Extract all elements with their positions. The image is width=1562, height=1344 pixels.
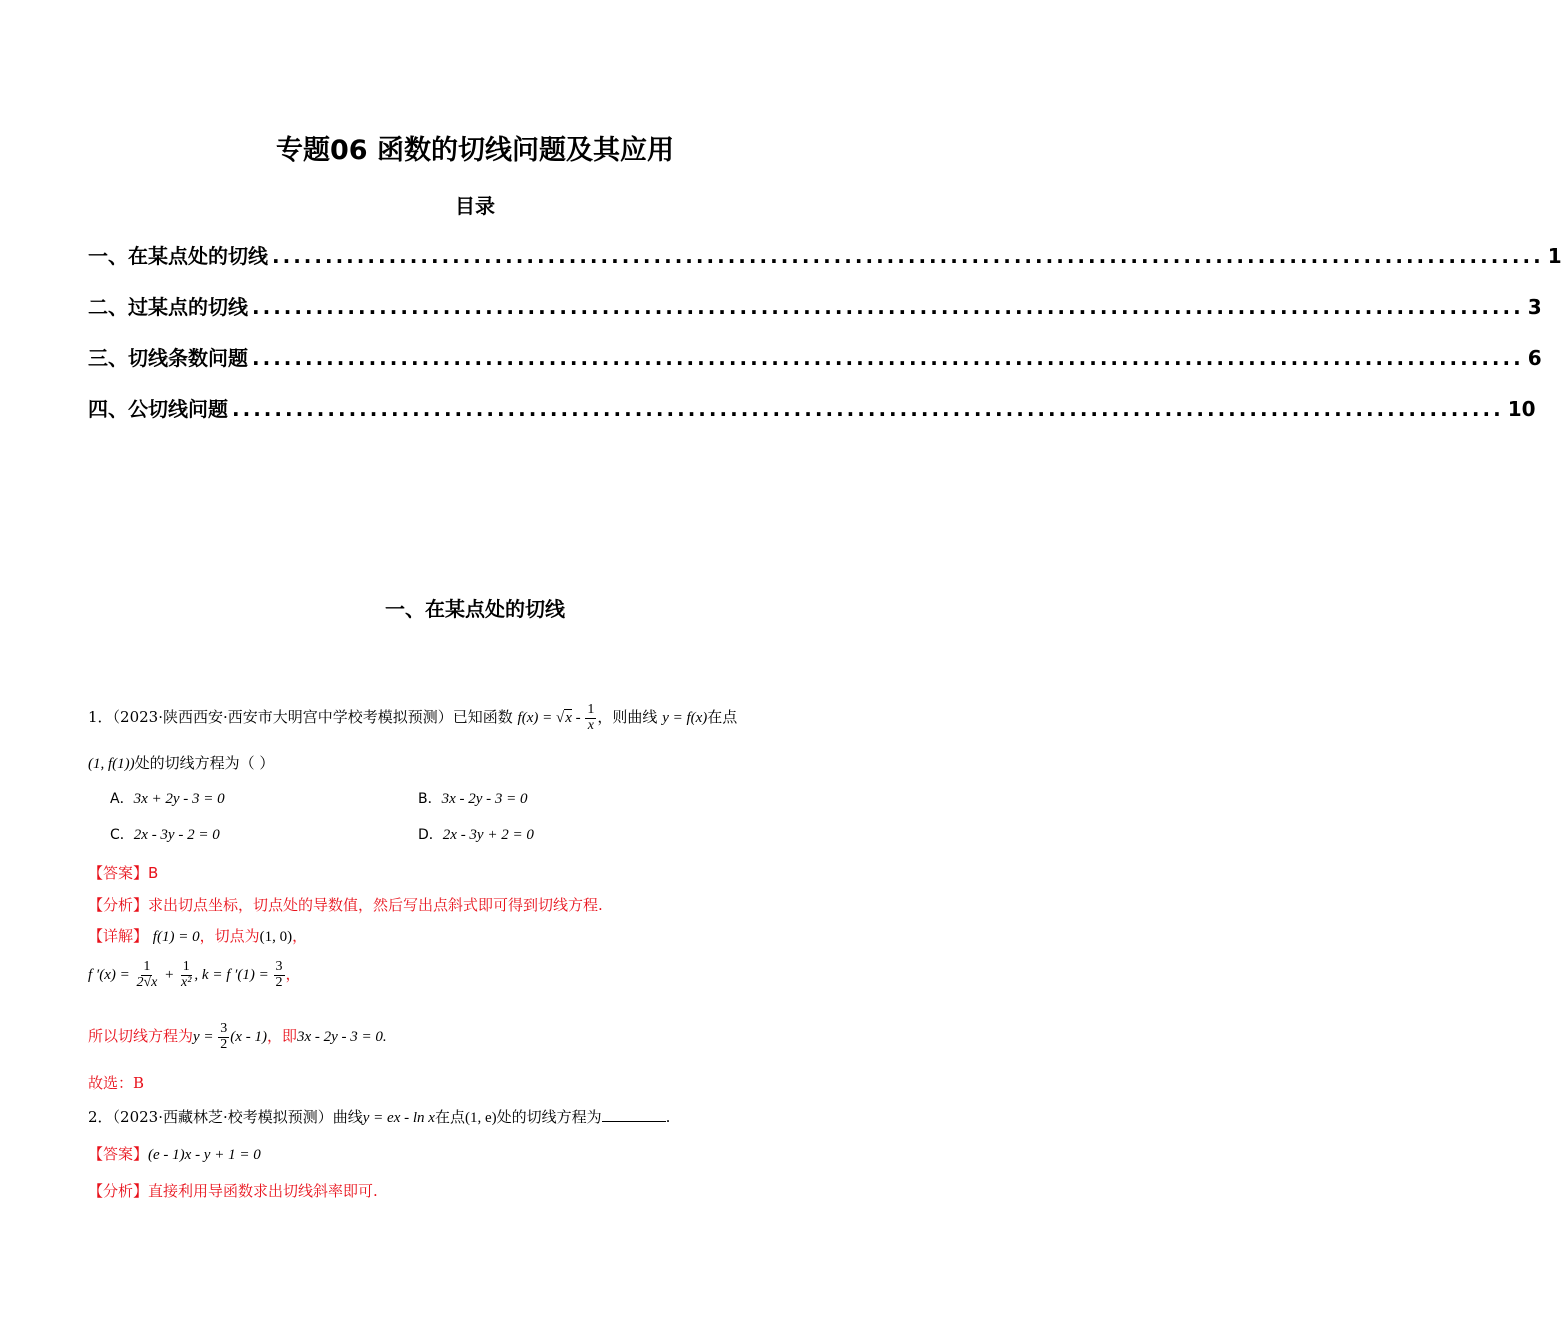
fraction-denominator: 2 [220,1036,228,1052]
fraction-numerator: 3 [220,1021,228,1036]
fraction [134,960,159,990]
analysis-line [88,1180,378,1201]
toc-leader-dots: ........................................................................................................................ [272,244,1544,268]
conclusion-text: 所以切线方程为 [88,1027,194,1046]
fraction [218,1022,229,1052]
tangent-point: (1, 0) [259,929,293,945]
conclusion-rest: (x - 1) [230,1029,267,1046]
point-expr: (1, f(1)) [88,756,135,772]
fraction-denominator: 2 [275,974,283,990]
answer-value: B [148,864,159,882]
minus-sign: - [571,710,585,727]
question-text: 处的切线方程为 [496,1108,602,1126]
detail-text: ， [285,965,301,984]
option-d[interactable] [418,824,534,844]
question-text: 在点 [707,708,738,727]
fraction [585,703,596,733]
option-a[interactable] [110,788,225,808]
conclusion-line [88,1022,387,1052]
detail-tag: 【详解】 [88,927,149,945]
fraction-denominator: x [587,717,594,733]
detail-text: ，切点为 [199,927,260,945]
sqrt-symbol: √ [555,710,565,727]
question-1-stem-line2 [88,752,274,773]
conclusion-text: ，即 [266,1027,297,1046]
derivative-line [88,960,301,990]
question-2-stem [88,1106,670,1127]
option-expr: 3x + 2y - 3 = 0 [133,791,225,807]
derivative-lhs: f ′(x) = [88,967,134,984]
fraction-numerator: 3 [275,959,283,974]
question-text: 处的切线方程为（ ） [134,754,275,772]
section-heading: 一、在某点处的切线 [385,597,565,621]
curve-expr: y = f(x) [662,710,708,727]
sqrt-radicand: x [565,710,572,727]
fraction-numerator: 1 [143,959,151,974]
question-source: （2023·陕西西安·西安市大明宫中学校考模拟预测）已知函数 [112,708,513,727]
question-text: 在点 [434,1108,465,1126]
option-expr: 2x - 3y - 2 = 0 [133,827,220,843]
choice-line: 故选：B [88,1074,145,1092]
option-b[interactable] [418,788,528,808]
answer-tag: 【答案】 [88,864,149,882]
answer-value: (e - 1)x - y + 1 = 0 [148,1147,261,1163]
analysis-line [88,894,603,915]
toc-entry-page: 1 [1547,244,1562,268]
toc-entry-label: 四、公切线问题 [88,397,228,421]
toc-entry[interactable] [88,240,1562,269]
question-text: . [665,1108,671,1126]
answer-blank[interactable] [602,1107,666,1122]
question-number: 1． [88,708,113,727]
answer-tag: 【答案】 [88,1145,149,1163]
fraction-numerator: 1 [182,959,190,974]
document-title: 专题06 函数的切线问题及其应用 [276,135,674,166]
fraction-denominator: 2√x [136,974,158,990]
plus-sign: + [160,967,178,984]
analysis-tag: 【分析】 [88,896,149,914]
point-expr: (1, e) [464,1110,497,1126]
analysis-tag: 【分析】 [88,1182,149,1200]
toc-entry[interactable] [88,393,1536,422]
toc-entry-label: 三、切线条数问题 [88,346,248,370]
question-source: （2023·西藏林芝·校考模拟预测）曲线 [112,1108,363,1126]
function-expr: f(x) = [517,710,556,727]
toc-leader-dots: ........................................................................................................................ [252,346,1524,370]
toc-entry-label: 二、过某点的切线 [88,295,248,319]
analysis-text: 直接利用导函数求出切线斜率即可. [148,1182,378,1200]
conclusion-equation: 3x - 2y - 3 = 0. [296,1029,387,1046]
detail-expr: f(1) = 0 [152,929,200,945]
toc-entry-page: 3 [1527,295,1542,319]
option-label: B． [418,791,442,807]
fraction [274,960,285,990]
toc-entry[interactable] [88,291,1542,320]
toc-heading: 目录 [455,194,495,218]
toc-entry[interactable] [88,342,1542,371]
toc-entry-page: 6 [1527,346,1542,370]
option-expr: 3x - 2y - 3 = 0 [441,791,528,807]
slope-expr: , k = f ′(1) = [194,967,273,984]
toc-leader-dots: ........................................................................................................................ [252,295,1524,319]
analysis-text: 求出切点坐标，切点处的导数值，然后写出点斜式即可得到切线方程. [148,896,603,914]
conclusion-lhs: y = [193,1029,218,1046]
option-expr: 2x - 3y + 2 = 0 [442,827,534,843]
fraction-numerator: 1 [587,702,595,717]
fraction [179,960,193,990]
option-c[interactable] [110,824,220,844]
answer-line [88,1143,261,1164]
detail-text: ， [292,927,308,945]
toc-entry-page: 10 [1507,397,1536,421]
toc-entry-label: 一、在某点处的切线 [88,244,268,268]
question-text: ，则曲线 [597,708,658,727]
curve-expr: y = ex - ln x [362,1110,435,1126]
option-label: C． [110,827,134,843]
answer-line [88,862,158,883]
question-number: 2． [88,1108,113,1126]
fraction-denominator: x² [181,974,192,990]
detail-line [88,925,307,946]
question-1-stem [88,703,737,733]
option-label: D． [418,827,443,843]
option-label: A． [110,791,134,807]
toc-leader-dots: ........................................................................................................................ [232,397,1504,421]
